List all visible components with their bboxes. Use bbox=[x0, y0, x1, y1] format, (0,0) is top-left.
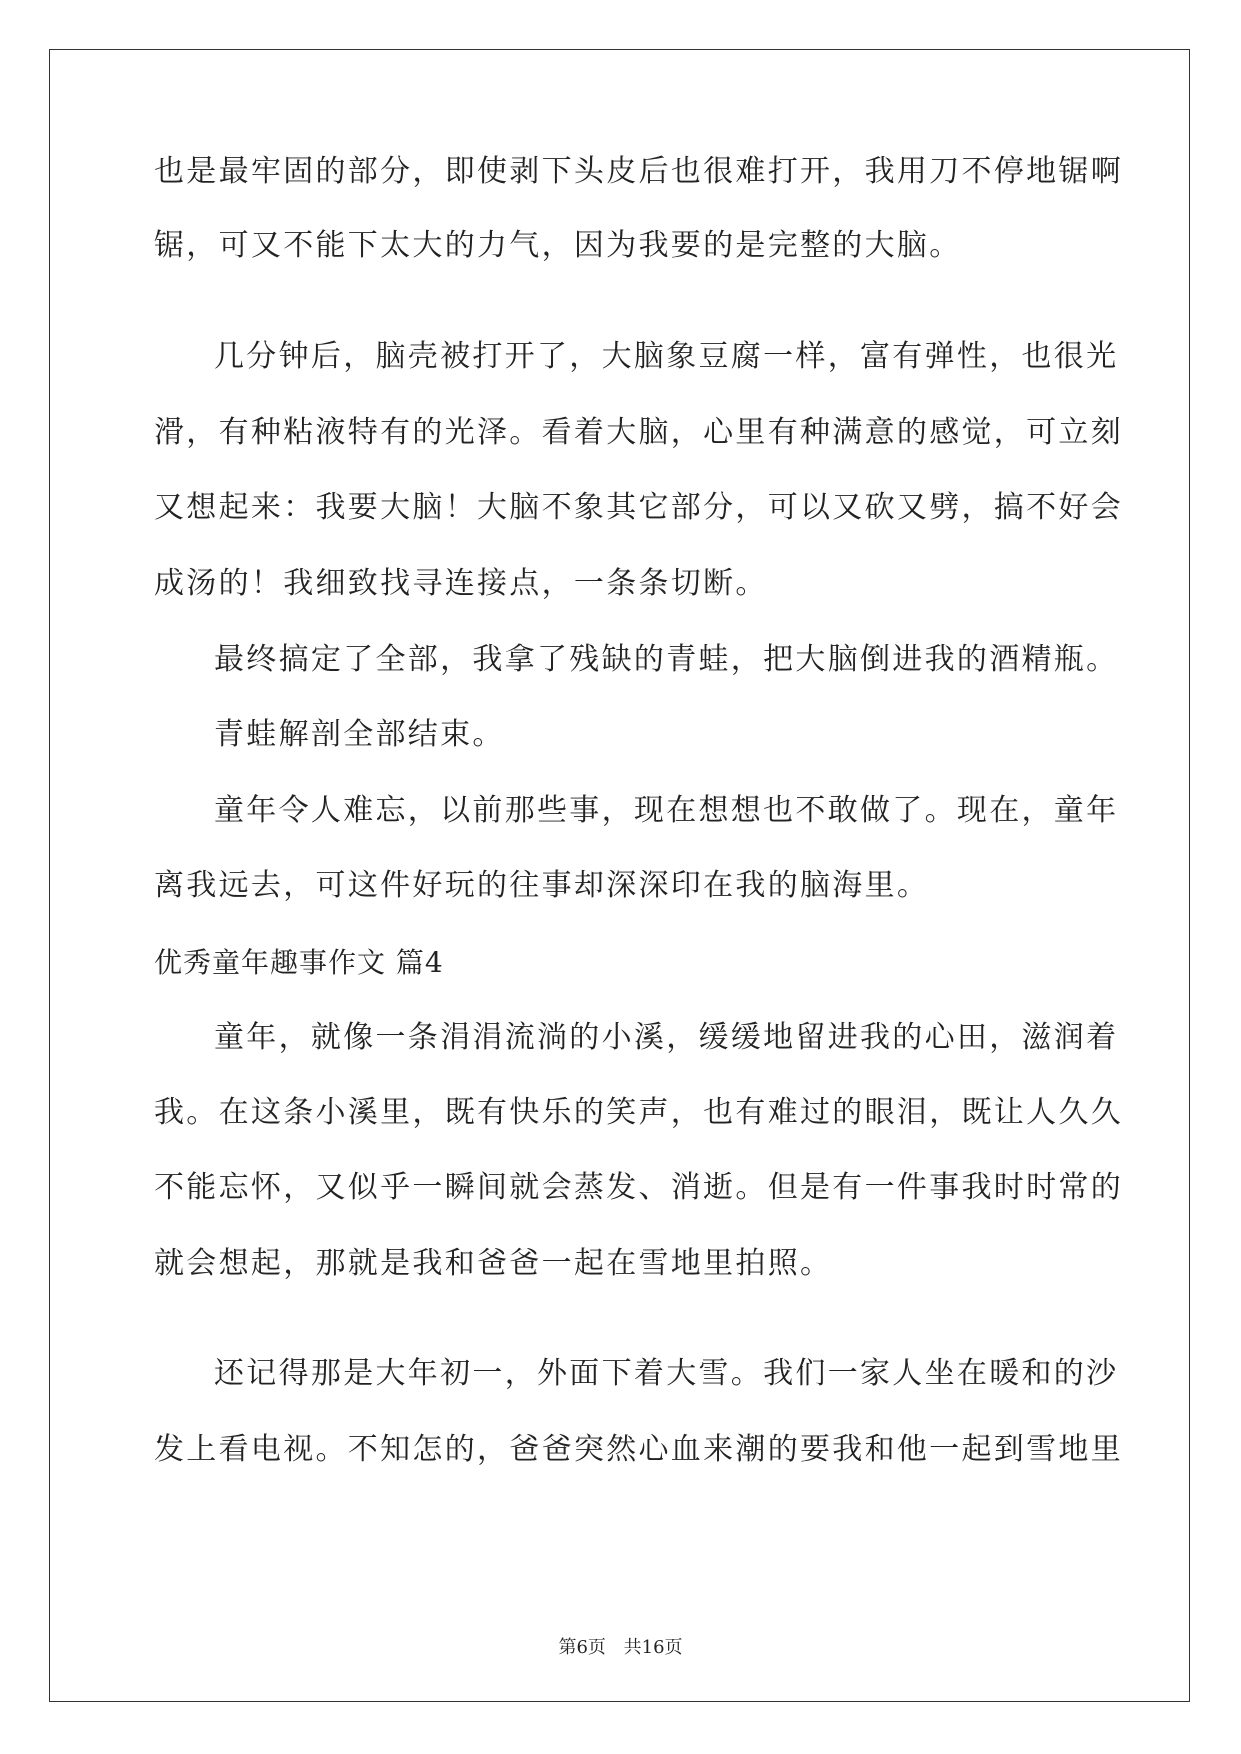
text-line: 也是最牢固的部分，即使剥下头皮后也很难打开，我用刀不停地锯啊 bbox=[154, 154, 1123, 189]
page-footer bbox=[0, 1637, 1241, 1659]
text-line: 几分钟后，脑壳被打开了，大脑象豆腐一样，富有弹性，也很光 bbox=[214, 339, 1119, 374]
text-line: 又想起来：我要大脑！大脑不象其它部分，可以又砍又劈，搞不好会 bbox=[154, 490, 1123, 525]
text-line: 成汤的！我细致找寻连接点，一条条切断。 bbox=[154, 566, 768, 601]
text-line: 滑，有种粘液特有的光泽。看着大脑，心里有种满意的感觉，可立刻 bbox=[154, 415, 1123, 450]
text-line: 童年令人难忘，以前那些事，现在想想也不敢做了。现在，童年 bbox=[214, 793, 1119, 828]
text-line: 童年，就像一条涓涓流淌的小溪，缓缓地留进我的心田，滋润着 bbox=[214, 1020, 1119, 1055]
text-line: 最终搞定了全部，我拿了残缺的青蛙，把大脑倒进我的酒精瓶。 bbox=[214, 642, 1119, 677]
text-line: 青蛙解剖全部结束。 bbox=[214, 717, 505, 752]
page-number: 第6页 bbox=[558, 1637, 606, 1658]
text-line: 离我远去，可这件好玩的往事却深深印在我的脑海里。 bbox=[154, 868, 930, 903]
text-line: 发上看电视。不知怎的，爸爸突然心血来潮的要我和他一起到雪地里 bbox=[154, 1432, 1123, 1467]
text-line: 不能忘怀，又似乎一瞬间就会蒸发、消逝。但是有一件事我时时常的 bbox=[154, 1170, 1123, 1205]
text-line: 还记得那是大年初一，外面下着大雪。我们一家人坐在暖和的沙 bbox=[214, 1356, 1119, 1391]
total-pages: 共16页 bbox=[623, 1637, 683, 1658]
text-line: 就会想起，那就是我和爸爸一起在雪地里拍照。 bbox=[154, 1246, 833, 1281]
text-line: 锯，可又不能下太大的力气，因为我要的是完整的大脑。 bbox=[154, 228, 962, 263]
section-heading: 优秀童年趣事作文 篇4 bbox=[154, 946, 444, 979]
text-line: 我。在这条小溪里，既有快乐的笑声，也有难过的眼泪，既让人久久 bbox=[154, 1095, 1123, 1130]
